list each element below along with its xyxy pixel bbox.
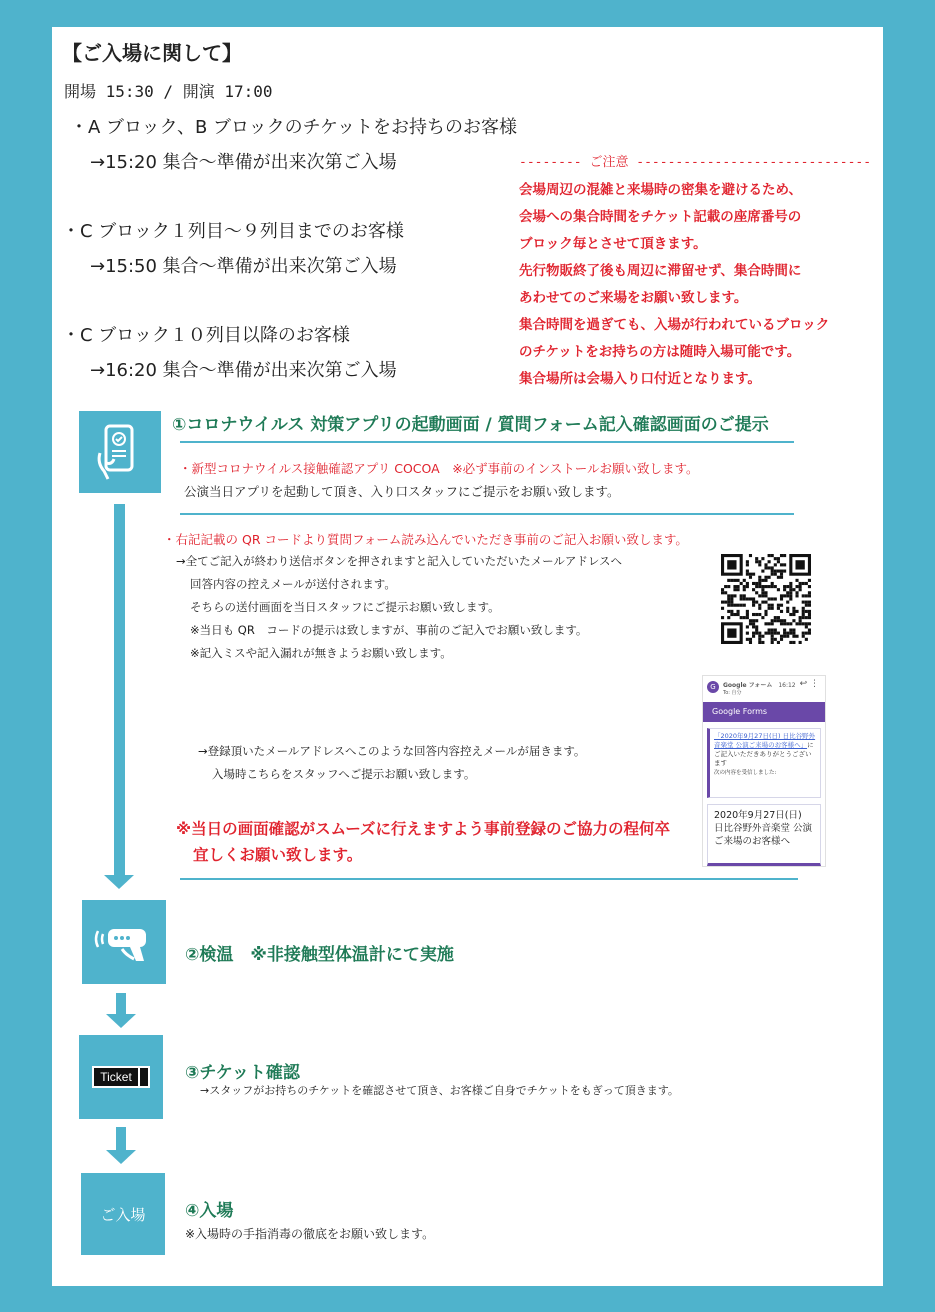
- flow-arrow-head: [106, 1014, 136, 1028]
- block-ab-time: →15:20 集合〜準備が出来次第ご入場: [90, 152, 397, 173]
- email-time: 16:12: [778, 682, 796, 689]
- qr-line: 回答内容の控えメールが送付されます。: [190, 577, 396, 591]
- email-sender: Google フォーム: [723, 682, 773, 689]
- divider: [180, 441, 794, 443]
- email-to: To: 自分: [723, 690, 742, 696]
- divider: [180, 513, 794, 515]
- step2-title: ②検温 ※非接触型体温計にて実施: [185, 945, 454, 965]
- notice-line: 会場への集合時間をチケット記載の座席番号の: [519, 209, 802, 225]
- step4-sub: ※入場時の手指消毒の徹底をお願い致します。: [185, 1227, 435, 1241]
- step2-box: [82, 900, 166, 984]
- block-c1-9-label: ・C ブロック１列目〜９列目までのお客様: [62, 221, 404, 242]
- step1-title: ①コロナウイルス 対策アプリの起動画面 / 質問フォーム記入確認画面のご提示: [172, 415, 769, 435]
- step3-title: ③チケット確認: [185, 1063, 300, 1083]
- notice-line: 集合場所は会場入り口付近となります。: [519, 371, 761, 387]
- notice-heading: -------- ご注意 ------------------------------: [519, 155, 872, 170]
- form-link[interactable]: 「2020年9月27日(日) 日比谷野外音楽堂 公演ご来場のお客様へ」: [714, 732, 816, 749]
- avatar: G: [707, 681, 719, 693]
- mail-line: →登録頂いたメールアドレスへこのような回答内容控えメールが届きます。: [198, 744, 586, 758]
- email-msg: にご記入いただきありがとうございます: [714, 741, 814, 767]
- qr-line: ※当日も QR コードの提示は致しますが、事前のご記入でお願い致します。: [190, 623, 588, 637]
- notice-line: 先行物販終了後も周辺に滞留せず、集合時間に: [519, 263, 802, 279]
- page-title: 【ご入場に関して】: [62, 41, 242, 65]
- email-header: [703, 676, 825, 702]
- entry-icon-label: ご入場: [100, 1205, 146, 1224]
- notice-line: ブロック毎とさせて頂きます。: [519, 236, 707, 252]
- flow-arrow-line: [116, 1127, 126, 1150]
- open-start-times: 開場 15:30 / 開演 17:00: [64, 82, 273, 101]
- form-title-card: 2020年9月27日(日) 日比谷野外音楽堂 公演ご来場のお客様へ: [707, 804, 821, 866]
- email-body: [707, 728, 821, 798]
- qr-line: そちらの送付画面を当日スタッフにご提示お願い致します。: [190, 600, 500, 614]
- google-forms-banner: Google Forms: [703, 702, 825, 722]
- block-c1-9-time: →15:50 集合〜準備が出来次第ご入場: [90, 256, 397, 277]
- notice-line: のチケットをお持ちの方は随時入場可能です。: [519, 344, 801, 360]
- request-line: ※当日の画面確認がスムーズに行えますよう事前登録のご協力の程何卒: [176, 820, 671, 838]
- block-c10-time: →16:20 集合〜準備が出来次第ご入場: [90, 360, 397, 381]
- qr-heading: ・右記記載の QR コードより質問フォーム読み込んでいただき事前のご記入お願い致します。: [163, 532, 688, 547]
- notice-line: あわせてのご来場をお願い致します。: [519, 290, 748, 306]
- flyer-sheet: [52, 27, 883, 1286]
- google-forms-email-screenshot: [702, 675, 826, 867]
- divider: [180, 878, 798, 880]
- smartphone-check-icon: [93, 423, 147, 481]
- flow-arrow-line: [114, 504, 125, 875]
- flow-arrow-head: [104, 875, 134, 889]
- thermometer-gun-icon: [92, 917, 156, 967]
- received-label: 次の内容を受信しました:: [714, 770, 777, 776]
- step3-sub: →スタッフがお持ちのチケットを確認させて頂き、お客様ご自身でチケットをもぎって頂きます。: [200, 1084, 679, 1097]
- ticket-icon-label: Ticket: [100, 1070, 132, 1084]
- step4-box: [81, 1173, 165, 1255]
- qr-code-icon[interactable]: [721, 554, 811, 644]
- step3-box: [79, 1035, 163, 1119]
- cocoa-sub: 公演当日アプリを起動して頂き、入り口スタッフにご提示をお願い致します。: [184, 484, 620, 499]
- block-ab-label: ・A ブロック、B ブロックのチケットをお持ちのお客様: [70, 117, 518, 138]
- reply-icon: ↩ ⋮: [799, 679, 819, 689]
- flow-arrow-line: [116, 993, 126, 1015]
- request-line: 宜しくお願い致します。: [193, 846, 363, 864]
- step4-title: ④入場: [185, 1201, 234, 1221]
- mail-line: 入場時こちらをスタッフへご提示お願い致します。: [212, 767, 476, 781]
- flow-arrow-head: [106, 1150, 136, 1164]
- notice-line: 会場周辺の混雑と来場時の密集を避けるため、: [519, 182, 802, 198]
- step1-box: [79, 411, 161, 493]
- notice-line: 集合時間を過ぎても、入場が行われているブロック: [519, 317, 830, 333]
- qr-line: ※記入ミスや記入漏れが無きようお願い致します。: [190, 646, 452, 660]
- cocoa-note: ・新型コロナウイルス接触確認アプリ COCOA ※必ず事前のインストールお願い致します。: [179, 461, 699, 476]
- qr-line: →全てご記入が終わり送信ボタンを押されますと記入していただいたメールアドレスへ: [176, 554, 623, 568]
- ticket-icon: [92, 1066, 150, 1088]
- block-c10-label: ・C ブロック１０列目以降のお客様: [62, 325, 350, 346]
